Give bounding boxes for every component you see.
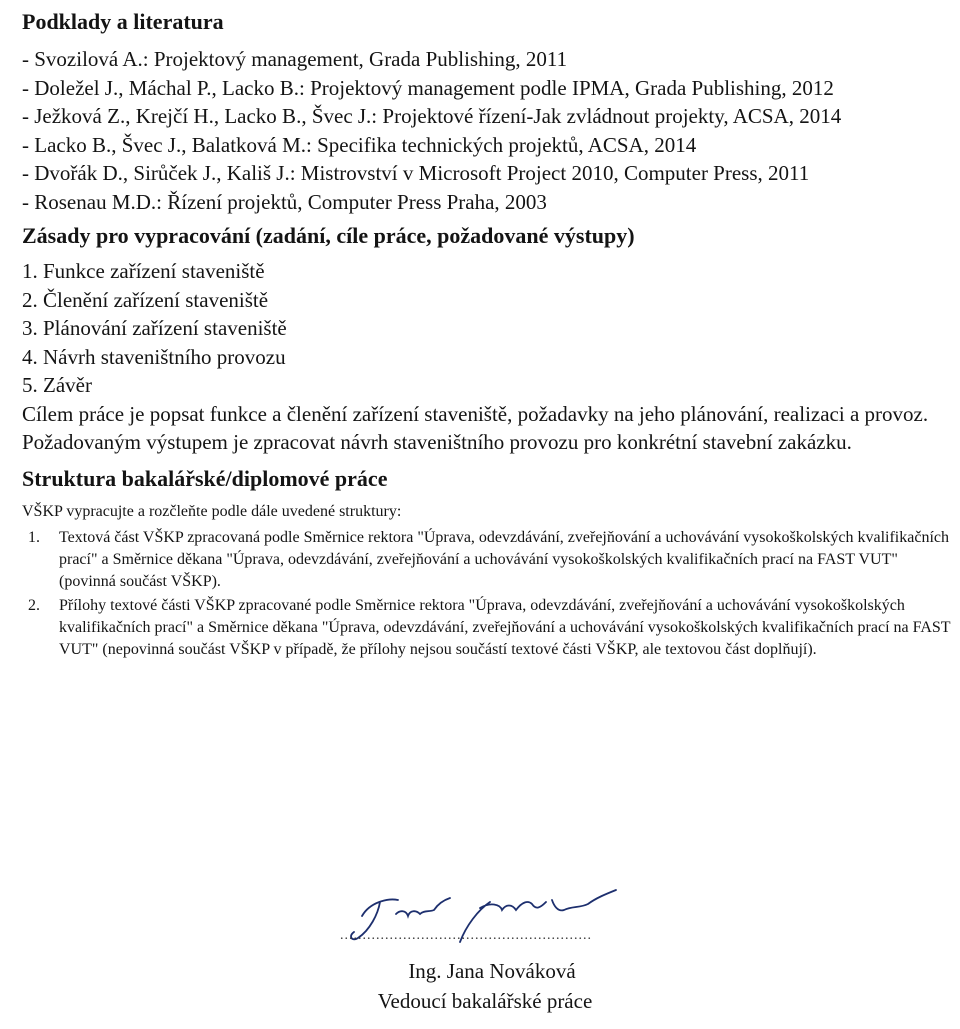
- signer-name: Ing. Jana Nováková: [408, 959, 576, 983]
- literature-item: - Lacko B., Švec J., Balatková M.: Specifika technických projektů, ACSA, 2014: [22, 132, 697, 157]
- structure-intro: VŠKP vypracujte a rozčleňte podle dále uvedené struktury:: [22, 502, 402, 520]
- principles-item: 4. Návrh staveništního provozu: [22, 344, 286, 369]
- structure-heading: Struktura bakalářské/diplomové práce: [22, 465, 388, 491]
- structure-item-number: 2.: [28, 596, 40, 614]
- literature-item: - Doležel J., Máchal P., Lacko B.: Projektový management podle IPMA, Grada Publishing, 2012: [22, 75, 834, 100]
- principles-item: 2. Členění zařízení staveniště: [22, 287, 269, 312]
- principles-goal: Cílem práce je popsat funkce a členění zařízení staveniště, požadavky na jeho plánování, realizaci a provoz.: [22, 401, 929, 426]
- signer: [330, 956, 640, 1016]
- structure-item-number: 1.: [28, 528, 40, 546]
- literature-item: - Ježková Z., Krejčí H., Lacko B., Švec J.: Projektové řízení-Jak zvládnout projekty, ACSA, 2014: [22, 104, 842, 128]
- literature-list: [22, 45, 954, 216]
- principles-item: 1. Funkce zařízení staveniště: [22, 259, 265, 283]
- signature-line: ........................................................: [340, 928, 592, 943]
- literature-item: - Dvořák D., Sirůček J., Kališ J.: Mistrovství v Microsoft Project 2010, Computer Press, 2011: [22, 161, 810, 185]
- literature-item: - Rosenau M.D.: Řízení projektů, Computer Press Praha, 2003: [22, 189, 547, 214]
- literature-item: - Svozilová A.: Projektový management, Grada Publishing, 2011: [22, 47, 568, 71]
- structure-list: [22, 527, 954, 661]
- document-page: [22, 8, 954, 663]
- principles-output: Požadovaným výstupem je zpracovat návrh staveništního provozu pro konkrétní stavební zakázku.: [22, 430, 852, 454]
- principles-heading: Zásady pro vypracování (zadání, cíle práce, požadované výstupy): [22, 223, 635, 248]
- principles-list: [22, 257, 954, 457]
- literature-heading: Podklady a literatura: [22, 9, 224, 34]
- structure-item-text: Textová část VŠKP zpracovaná podle Směrnice rektora "Úprava, odevzdávání, zveřejňování a uchovávání vysokoškolských kvalifikačních prací" a Směrnice děkana "Úprava, odevzdávání, zveřejňování a uchovávání vysokoškolských kvalifikačních prací na FAST VUT" (povinná součást VŠKP).: [59, 528, 949, 590]
- structure-item: [22, 595, 954, 661]
- structure-item-text: Přílohy textové části VŠKP zpracované podle Směrnice rektora "Úprava, odevzdávání, zveřejňování a uchovávání vysokoškolských kvalifikačních prací" a Směrnice děkana "Úprava, odevzdávání, zveřejňování a uchovávání vysokoškolských kvalifikačních prací na FAST VUT" (nepovinná součást VŠKP v případě, že přílohy nejsou součástí textové části VŠKP, ale textovou část doplňují).: [59, 596, 951, 658]
- signer-role: Vedoucí bakalářské práce: [377, 989, 593, 1013]
- principles-item: 3. Plánování zařízení staveniště: [22, 316, 287, 340]
- principles-item: 5. Závěr: [22, 373, 92, 397]
- structure-item: [22, 527, 954, 593]
